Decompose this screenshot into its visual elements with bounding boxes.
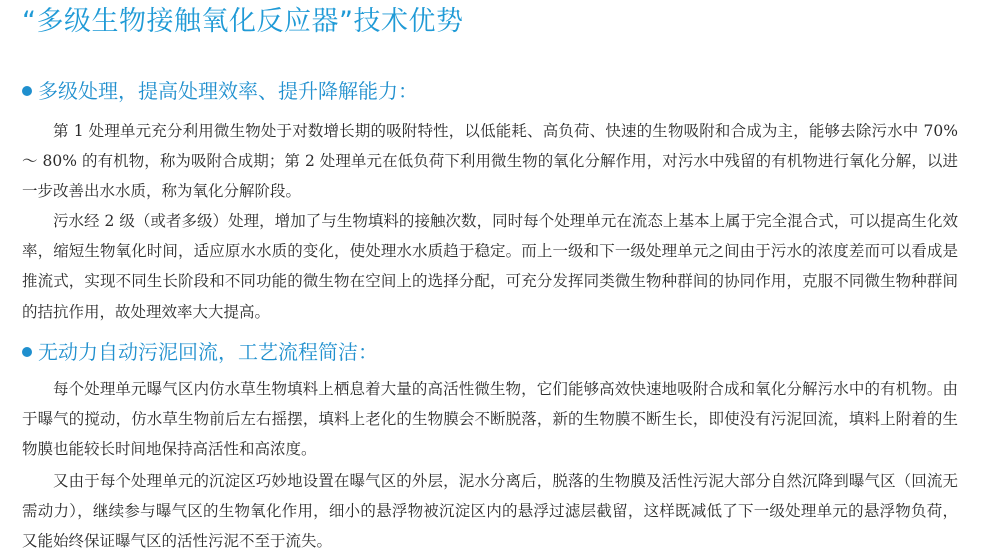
paragraph: 污水经 2 级（或者多级）处理，增加了与生物填料的接触次数，同时每个处理单元在流态上基本上属于完全混合式，可以提高生化效率，缩短生物氧化时间，适应原水水质的变化，使处理水水质趋于稳定。而上一级和下一级处理单元之间由于污水的浓度差而可以看成是推流式，实现不同生长阶段和不同功能的微生物在空间上的选择分配，可充分发挥同类微生物种群间的协同作用，克服不同微生物种群间的拮抗作用，故处理效率大大提高。 bbox=[22, 212, 958, 321]
bullet-icon bbox=[22, 86, 32, 96]
paragraph: 每个处理单元曝气区内仿水草生物填料上栖息着大量的高活性微生物，它们能够高效快速地吸附合成和氧化分解污水中的有机物。由于曝气的搅动，仿水草生物前后左右摇摆，填料上老化的生物膜会不断脱落，新的生物膜不断生长，即使没有污泥回流，填料上附着的生物膜也能较长时间地保持高活性和高浓度。 bbox=[22, 380, 958, 459]
bullet-icon bbox=[22, 347, 32, 357]
section-heading-sludge-reflux bbox=[22, 338, 378, 366]
page-title: “多级生物接触氧化反应器”技术优势 bbox=[22, 6, 464, 37]
section-heading-label: 无动力自动污泥回流，工艺流程简洁： bbox=[38, 340, 378, 364]
paragraph: 又由于每个处理单元的沉淀区巧妙地设置在曝气区的外层，泥水分离后，脱落的生物膜及活性污泥大部分自然沉降到曝气区（回流无需动力），继续参与曝气区的生物氧化作用，细小的悬浮物被沉淀区内的悬浮过滤层截留，这样既减低了下一级处理单元的悬浮物负荷，又能始终保证曝气区的活性污泥不至于流失。 bbox=[22, 472, 958, 551]
section-heading-multistage bbox=[22, 77, 418, 105]
section-heading-label: 多级处理，提高处理效率、提升降解能力： bbox=[38, 79, 418, 103]
paragraph: 第 1 处理单元充分利用微生物处于对数增长期的吸附特性，以低能耗、高负荷、快速的生物吸附和合成为主，能够去除污水中 70% ～ 80% 的有机物，称为吸附合成期；第 2 处理单元在低负荷下利用微生物的氧化分解作用，对污水中残留的有机物进行氧化分解，以进一步改善出水水质，称为氧化分解阶段。 bbox=[22, 122, 958, 201]
